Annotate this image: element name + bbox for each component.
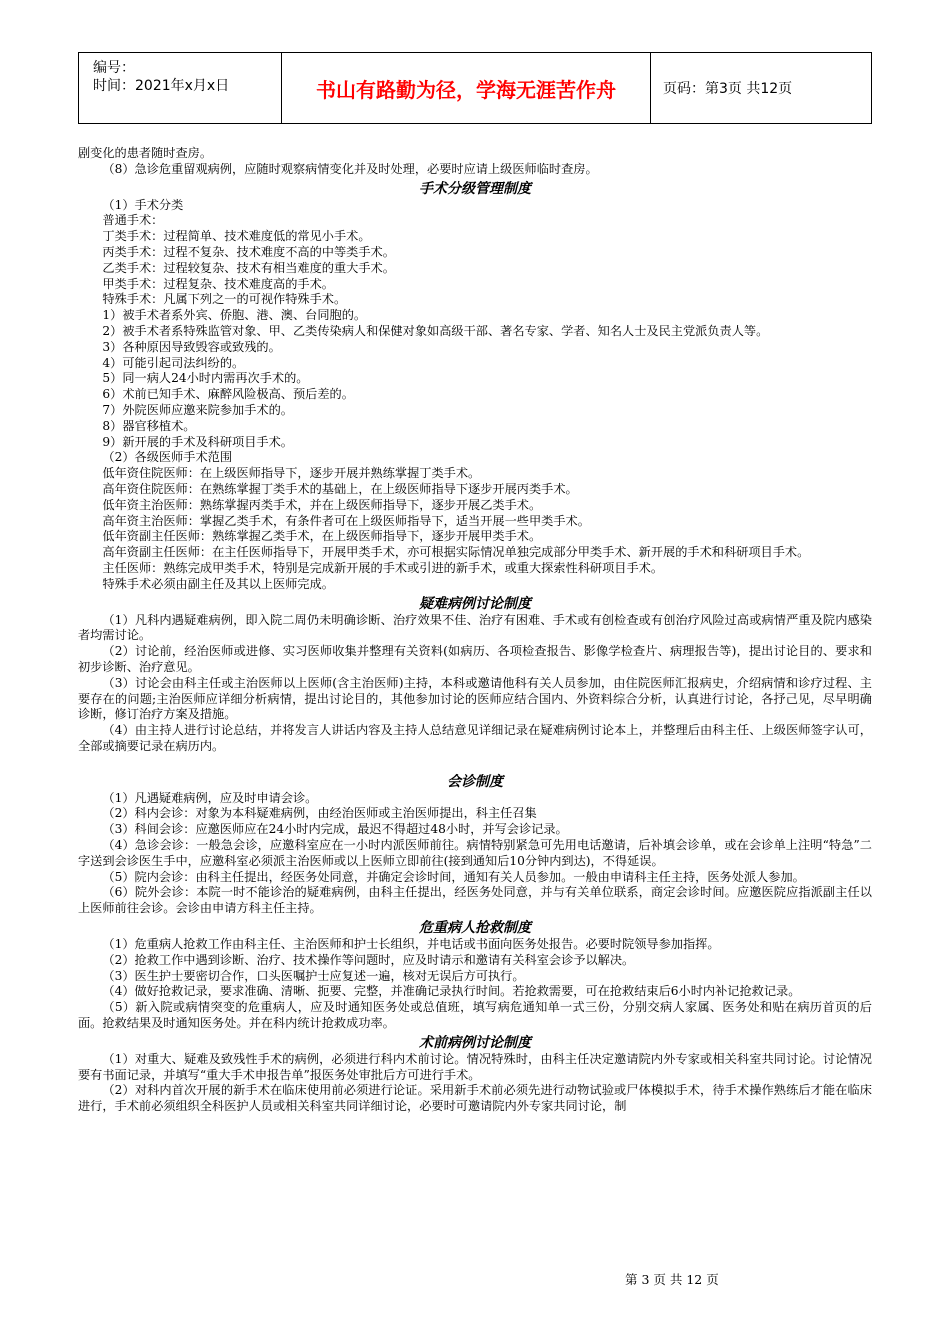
paragraph: 高年资副主任医师：在主任医师指导下，开展甲类手术，亦可根据实际情况单独完成部分甲类手术、新开展的手术和科研项目手术。 — [102, 545, 810, 560]
section-heading: 术前病例讨论制度 — [419, 1034, 531, 1051]
paragraph: （1）凡科内遇疑难病例，即入院二周仍未明确诊断、治疗效果不佳、治疗有困难、手术或有创检查或有创治疗风险过高或病情严重及院内感染者均需讨论。 — [78, 612, 872, 643]
paragraph: 甲类手术：过程复杂、技术难度高的手术。 — [102, 276, 334, 291]
paragraph: 丁类手术：过程简单、技术难度低的常见小手术。 — [102, 229, 371, 244]
paragraph: （2）讨论前，经治医师或进修、实习医师收集并整理有关资料(如病历、各项检查报告、影像学检查片、病理报告等)，提出讨论目的、要求和初步诊断、治疗意见。 — [78, 644, 872, 674]
paragraph: 9）新开展的手术及科研项目手术。 — [102, 434, 293, 449]
paragraph: 1）被手术者系外宾、侨胞、港、澳、台同胞的。 — [102, 308, 367, 323]
paragraph: （5）院内会诊：由科主任提出，经医务处同意，并确定会诊时间，通知有关人员参加。一般由申请科主任主持，医务处派人参加。 — [102, 869, 805, 884]
paragraph: （2）抢救工作中遇到诊断、治疗、技术操作等问题时，应及时请示和邀请有关科室会诊予以解决。 — [102, 952, 635, 967]
paragraph: 高年资住院医师：在熟练掌握丁类手术的基础上，在上级医师指导下逐步开展丙类手术。 — [102, 481, 578, 496]
paragraph: 5）同一病人24小时内需再次手术的。 — [102, 371, 309, 386]
header-page-info: 页码：第3页 共12页 — [650, 52, 872, 124]
document-body — [78, 146, 872, 1115]
page-footer: 第 3 页 共 12 页 — [625, 1272, 719, 1287]
paragraph: （8）急诊危重留观病例，应随时观察病情变化并及时处理，必要时应请上级医师临时查房。 — [102, 161, 598, 176]
paragraph: （1）手术分类 — [102, 197, 184, 212]
paragraph: 特殊手术：凡属下列之一的可视作特殊手术。 — [102, 292, 347, 307]
paragraph: 低年资住院医师：在上级医师指导下，逐步开展并熟练掌握丁类手术。 — [102, 466, 481, 481]
paragraph: 主任医师：熟练完成甲类手术，特别是完成新开展的手术或引进的新手术，或重大探索性科研项目手术。 — [102, 560, 664, 575]
paragraph: 8）器官移植术。 — [102, 418, 196, 433]
paragraph: （4）急诊会诊：一般急会诊，应邀科室应在一小时内派医师前往。病情特别紧急可先用电话邀请，后补填会诊单，或在会诊单上注明“特急”二字送到会诊医生手中，应邀科室必须派主治医师或以上医师立即前往(接到通知后10分钟内到达)，不得延误。 — [78, 838, 872, 868]
paragraph: （3）讨论会由科主任或主治医师以上医师(含主治医师)主持，本科或邀请他科有关人员参加，由住院医师汇报病史，介绍病情和诊疗过程、主要存在的问题;主治医师应详细分析病情，提出讨论目的，其他参加讨论的医师应结合国内、外资料综合分析，认真进行讨论，各抒己见，尽早明确诊断，修订治疗方案及措施。 — [78, 675, 872, 722]
paragraph: （3）医生护士要密切合作，口头医嘱护士应复述一遍，核对无误后方可执行。 — [102, 968, 525, 983]
paragraph: （3）科间会诊：应邀医师应在24小时内完成，最迟不得超过48小时，并写会诊记录。 — [102, 822, 568, 837]
paragraph: （6）院外会诊：本院一时不能诊治的疑难病例，由科主任提出，经医务处同意，并与有关单位联系，商定会诊时间。应邀医院应指派副主任以上医师前往会诊。会诊由申请方科主任主持。 — [78, 885, 872, 916]
paragraph: （5）新入院或病情突变的危重病人，应及时通知医务处或总值班，填写病危通知单一式三份，分别交病人家属、医务处和贴在病历首页的后面。抢救结果及时通知医务处。并在科内统计抢救成功率。 — [78, 1000, 872, 1031]
paragraph: 2）被手术者系特殊监管对象、甲、乙类传染病人和保健对象如高级干部、著名专家、学者、知名人士及民主党派负责人等。 — [102, 323, 769, 338]
paragraph: 特殊手术必须由副主任及其以上医师完成。 — [102, 576, 334, 591]
section-heading: 会诊制度 — [447, 773, 503, 790]
page-header — [78, 52, 872, 124]
paragraph: 4）可能引起司法纠纷的。 — [102, 355, 245, 370]
paragraph: （2）各级医师手术范围 — [102, 450, 233, 465]
paragraph: 低年资主治医师：熟练掌握丙类手术，并在上级医师指导下，逐步开展乙类手术。 — [102, 497, 542, 512]
paragraph: （2）科内会诊：对象为本科疑难病例，由经治医师或主治医师提出，科主任召集 — [102, 806, 537, 821]
paragraph: 乙类手术：过程较复杂、技术有相当难度的重大手术。 — [102, 260, 395, 275]
header-motto: 书山有路勤为径，学海无涯苦作舟 — [281, 52, 650, 124]
section-heading: 手术分级管理制度 — [419, 180, 531, 197]
paragraph: （1）危重病人抢救工作由科主任、主治医师和护士长组织，并电话或书面向医务处报告。必要时院领导参加指挥。 — [102, 937, 720, 952]
number-label: 编号： — [93, 60, 135, 76]
paragraph: 剧变化的患者随时查房。 — [78, 146, 213, 160]
paragraph: （1）对重大、疑难及致残性手术的病例，必须进行科内术前讨论。情况特殊时，由科主任决定邀请院内外专家或相关科室共同讨论。讨论情况要有书面记录，并填写“重大手术申报告单”报医务处审批后方可进行手术。 — [78, 1051, 872, 1082]
paragraph: 7）外院医师应邀来院参加手术的。 — [102, 402, 293, 417]
section-heading: 危重病人抢救制度 — [419, 920, 531, 937]
paragraph: 6）术前已知手术、麻醉风险极高、预后差的。 — [102, 387, 354, 402]
paragraph: 3）各种原因导致毁容或致残的。 — [102, 339, 281, 354]
paragraph: （4）由主持人进行讨论总结，并将发言人讲话内容及主持人总结意见详细记录在疑难病例讨论本上，并整理后由科主任、上级医师签字认可，全部或摘要记录在病历内。 — [78, 723, 872, 753]
paragraph: 丙类手术：过程不复杂、技术难度不高的中等类手术。 — [102, 244, 395, 259]
paragraph: 普通手术： — [102, 213, 164, 228]
paragraph: （2）对科内首次开展的新手术在临床使用前必须进行论证。采用新手术前必须先进行动物试验或尸体模拟手术，待手术操作熟练后才能在临床进行，手术前必须组织全科医护人员或相关科室共同详细讨论，必要时可邀请院内外专家共同讨论，制 — [78, 1083, 872, 1114]
paragraph: 高年资主治医师：掌握乙类手术，有条件者可在上级医师指导下，适当开展一些甲类手术。 — [102, 513, 590, 528]
time-label: 时间：2021年x月x日 — [93, 78, 230, 94]
paragraph: （4）做好抢救记录，要求准确、清晰、扼要、完整，并准确记录执行时间。若抢救需要，可在抢救结束后6小时内补记抢救记录。 — [102, 984, 801, 999]
paragraph: 低年资副主任医师：熟练掌握乙类手术，在上级医师指导下，逐步开展甲类手术。 — [102, 529, 542, 544]
section-heading: 疑难病例讨论制度 — [419, 595, 531, 612]
paragraph: （1）凡遇疑难病例，应及时申请会诊。 — [102, 790, 318, 805]
header-meta — [78, 52, 281, 124]
